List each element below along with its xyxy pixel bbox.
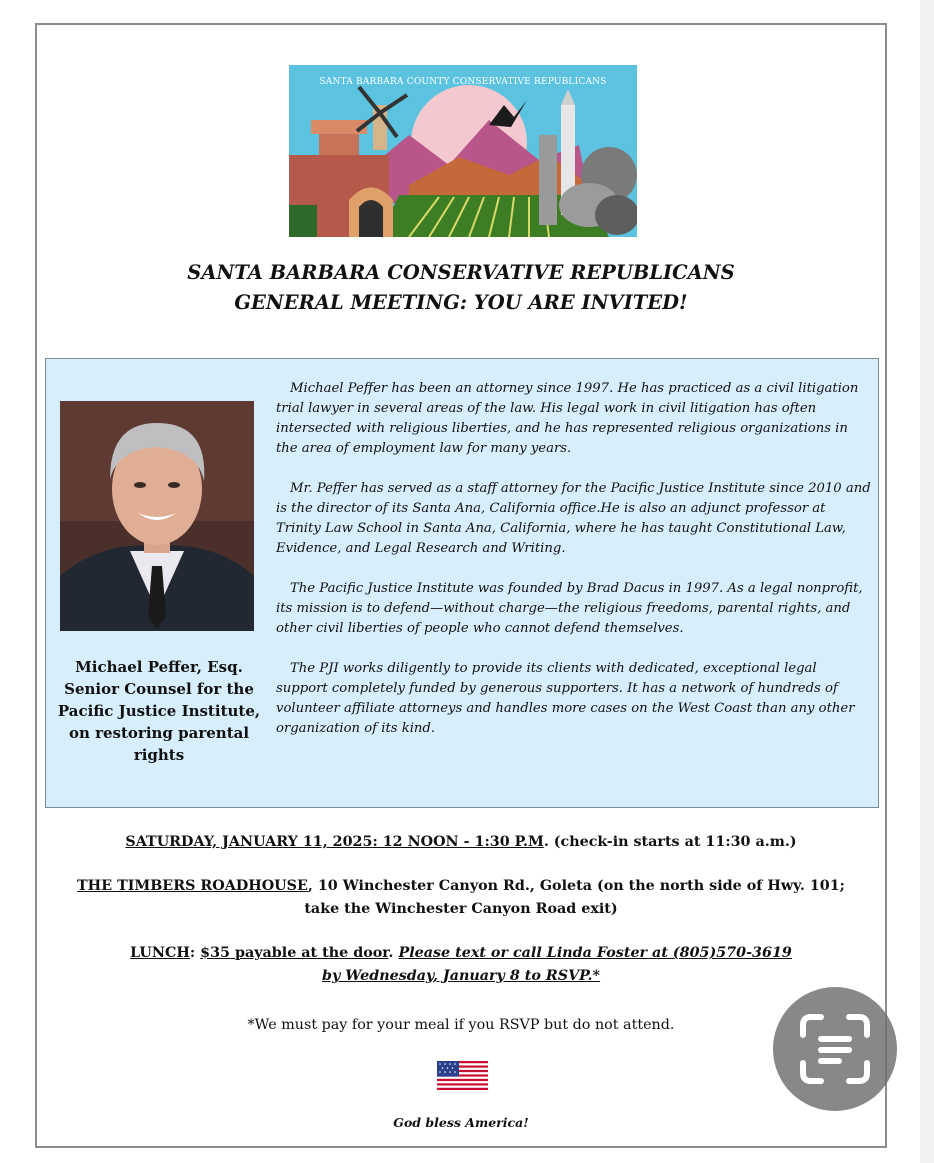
bio-paragraph: Mr. Peffer has served as a staff attorney for the Pacific Justice Institute since 2010 and is the director of its Santa Ana, California office.He is also an adjunct professor at Trinity Law School in Santa Ana, California, where he has taught Constitutional Law, Evidence, and Legal Research and Writing. [276, 481, 871, 556]
speaker-bio-box [45, 358, 879, 808]
rsvp-contact: Please text or call Linda Foster at (805)570-3619 [398, 945, 792, 961]
speaker-title-line: Senior Counsel for the [64, 680, 254, 698]
landscape-illustration [289, 65, 637, 237]
us-flag-icon [437, 1061, 488, 1090]
speaker-name: Michael Peffer, Esq. [75, 658, 243, 676]
bio-paragraph: The Pacific Justice Institute was founded by Brad Dacus in 1997. As a legal nonprofit, its mission is to defend—without charge—the religious freedoms, parental rights, and other civil liberties of people who cannot defend themselves. [276, 581, 863, 636]
speaker-photo [60, 401, 254, 631]
banner-org-text: SANTA BARBARA COUNTY CONSERVATIVE REPUBLICANS [319, 77, 607, 87]
lunch-price: $35 payable at the door [200, 945, 389, 961]
lunch-colon: : [189, 945, 201, 961]
bio-paragraph: Michael Peffer has been an attorney since 1997. He has practiced as a civil litigation trial lawyer in several areas of the law. His legal work in civil litigation has often intersected with religious liberties, and he has represented religious organizations in the area of employment law for many years. [276, 381, 859, 456]
text-scan-button[interactable] [773, 987, 897, 1111]
heading-line-2: GENERAL MEETING: YOU ARE INVITED! [234, 291, 688, 314]
closing-blessing: God bless America! [393, 1115, 529, 1130]
bio-paragraph: The PJI works diligently to provide its clients with dedicated, exceptional legal support completely funded by generous supporters. It has a network of hundreds of volunteer affiliate attorneys and handles more cases on the West Coast than any other organization of its kind. [276, 661, 855, 736]
venue-address: , 10 Winchester Canyon Rd., Goleta (on the north side of Hwy. 101; [307, 878, 845, 894]
lunch-period: . [388, 945, 399, 961]
heading-line-1: SANTA BARBARA CONSERVATIVE REPUBLICANS [187, 261, 735, 284]
text-scan-icon [797, 1011, 873, 1087]
bio-text [276, 379, 871, 759]
speaker-title-line: Pacific Justice Institute, [57, 702, 261, 720]
event-checkin: . (check-in starts at 11:30 a.m.) [543, 834, 797, 850]
venue-name: THE TIMBERS ROADHOUSE [77, 878, 308, 894]
venue-directions: take the Winchester Canyon Road exit) [304, 901, 618, 917]
lunch-label: LUNCH [130, 945, 190, 961]
rsvp-note: *We must pay for your meal if you RSVP but do not attend. [247, 1017, 675, 1033]
speaker-title-line: on restoring parental [68, 724, 250, 742]
flyer-page [35, 23, 887, 1148]
rsvp-deadline: by Wednesday, January 8 to RSVP.* [321, 968, 601, 984]
speaker-caption [46, 656, 272, 766]
event-date [37, 831, 885, 854]
speaker-title-line: rights [133, 746, 185, 764]
event-venue [37, 875, 885, 921]
event-date-time: SATURDAY, JANUARY 11, 2025: 12 NOON - 1:30 P.M [125, 834, 544, 850]
event-lunch [37, 942, 885, 988]
scrollbar[interactable] [920, 0, 934, 1163]
banner-image [289, 65, 637, 237]
